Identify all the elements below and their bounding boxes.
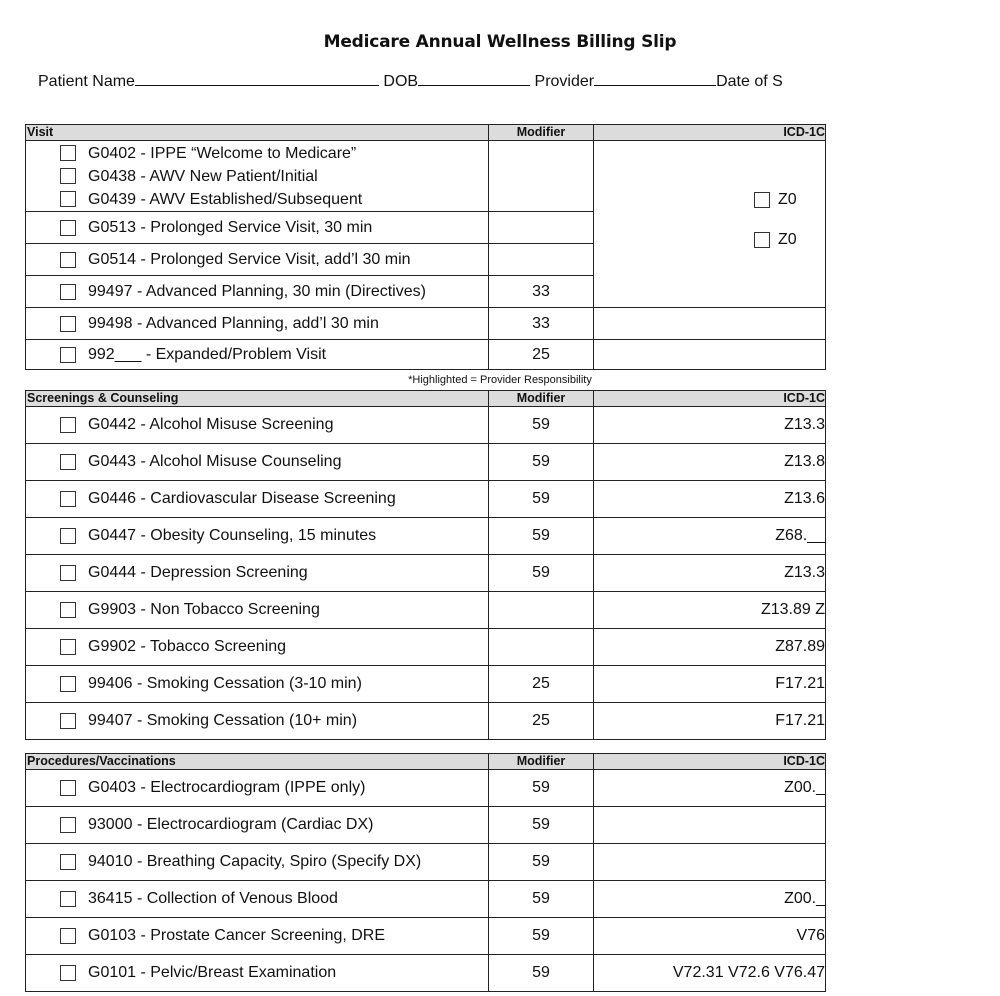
modifier-cell: 59: [489, 807, 594, 844]
checkbox[interactable]: [60, 565, 76, 581]
icd-header: ICD-1C: [594, 754, 826, 770]
item-cell: [26, 444, 489, 481]
icd-option: Z0: [754, 191, 825, 209]
checkbox[interactable]: [60, 191, 76, 207]
provider-label: Provider: [534, 73, 595, 90]
screening-row: [26, 592, 826, 629]
item-cell: [26, 881, 489, 918]
icd-cell: Z00._: [594, 770, 826, 807]
patient-name-field[interactable]: [135, 70, 379, 86]
checkbox[interactable]: [60, 602, 76, 618]
icd-cell: [594, 308, 826, 340]
dob-field[interactable]: [418, 70, 530, 86]
icd-option: Z0: [754, 231, 825, 249]
checkbox[interactable]: [60, 417, 76, 433]
checkbox[interactable]: [60, 639, 76, 655]
modifier-cell: 33: [489, 308, 594, 340]
modifier-cell: 59: [489, 881, 594, 918]
icd-cell: Z87.89: [594, 629, 826, 666]
checkbox[interactable]: [60, 252, 76, 268]
visit-row: 992___ - Expanded/Problem Visit: [26, 340, 489, 370]
item-cell: [26, 770, 489, 807]
visit-item-g0439: G0439 - AWV Established/Subsequent: [26, 188, 488, 211]
icd-cell: V72.31 V72.6 V76.47: [594, 955, 826, 992]
icd-cell: F17.21: [594, 666, 826, 703]
screening-row: [26, 555, 826, 592]
patient-name-label: Patient Name: [38, 73, 135, 90]
modifier-cell: 25: [489, 340, 594, 370]
modifier-cell: 59: [489, 770, 594, 807]
modifier-cell: 25: [489, 703, 594, 740]
checkbox[interactable]: [60, 676, 76, 692]
item-cell: [26, 918, 489, 955]
screening-row: [26, 444, 826, 481]
checkbox[interactable]: [60, 145, 76, 161]
visit-group-cell: [26, 141, 489, 212]
modifier-cell: 59: [489, 407, 594, 444]
modifier-header: Modifier: [489, 125, 594, 141]
checkbox[interactable]: [60, 347, 76, 363]
item-label: 99407 - Smoking Cessation (10+ min): [88, 712, 358, 729]
item-label: G0444 - Depression Screening: [88, 564, 308, 581]
screening-row: [26, 703, 826, 740]
item-cell: [26, 844, 489, 881]
modifier-header: Modifier: [489, 754, 594, 770]
item-label: G0101 - Pelvic/Breast Examination: [88, 964, 337, 981]
item-label: 99406 - Smoking Cessation (3-10 min): [88, 675, 362, 692]
checkbox[interactable]: [60, 891, 76, 907]
modifier-cell: 59: [489, 955, 594, 992]
procedure-row: [26, 881, 826, 918]
checkbox[interactable]: [60, 817, 76, 833]
item-label: G0446 - Cardiovascular Disease Screening: [88, 490, 396, 507]
icd-header: ICD-1C: [594, 125, 826, 141]
provider-field[interactable]: [594, 70, 716, 86]
item-label: G0443 - Alcohol Misuse Counseling: [88, 453, 342, 470]
visit-row: 99498 - Advanced Planning, add’l 30 min: [26, 308, 489, 340]
visit-row: 99497 - Advanced Planning, 30 min (Directives): [26, 276, 489, 308]
modifier-cell: 59: [489, 518, 594, 555]
visit-table: [25, 124, 826, 370]
checkbox[interactable]: [60, 780, 76, 796]
icd-cell: Z13.6: [594, 481, 826, 518]
modifier-cell: [489, 244, 594, 276]
item-cell: [26, 481, 489, 518]
icd-cell: Z00._: [594, 881, 826, 918]
procedures-heading: Procedures/Vaccinations: [26, 754, 489, 770]
checkbox[interactable]: [60, 316, 76, 332]
procedures-table: [25, 753, 826, 992]
screenings-heading: Screenings & Counseling: [26, 391, 489, 407]
screening-row: [26, 666, 826, 703]
item-cell: [26, 629, 489, 666]
item-label: 36415 - Collection of Venous Blood: [88, 890, 338, 907]
icd-cell: Z13.89 Z: [594, 592, 826, 629]
header-fields: [38, 70, 783, 91]
icd-cell: F17.21: [594, 703, 826, 740]
item-cell: [26, 807, 489, 844]
procedure-row: [26, 770, 826, 807]
modifier-cell: 59: [489, 481, 594, 518]
icd-cell: [594, 844, 826, 881]
item-cell: [26, 407, 489, 444]
checkbox[interactable]: [60, 284, 76, 300]
checkbox[interactable]: [60, 528, 76, 544]
screenings-table: [25, 390, 826, 740]
checkbox[interactable]: [60, 854, 76, 870]
item-cell: [26, 703, 489, 740]
checkbox[interactable]: [754, 232, 770, 248]
checkbox[interactable]: [60, 454, 76, 470]
icd-cell: Z13.3: [594, 407, 826, 444]
procedure-row: [26, 918, 826, 955]
visit-icd-cell: [594, 141, 826, 308]
icd-cell: [594, 807, 826, 844]
item-cell: [26, 955, 489, 992]
item-cell: [26, 518, 489, 555]
checkbox[interactable]: [60, 965, 76, 981]
icd-cell: Z68.__: [594, 518, 826, 555]
item-label: G0447 - Obesity Counseling, 15 minutes: [88, 527, 377, 544]
visit-heading: Visit: [26, 125, 489, 141]
modifier-cell: 25: [489, 666, 594, 703]
screening-row: [26, 629, 826, 666]
provider-responsibility-note: *Highlighted = Provider Responsibility: [408, 374, 592, 386]
modifier-cell: [489, 629, 594, 666]
modifier-cell: [489, 212, 594, 244]
visit-row: G0513 - Prolonged Service Visit, 30 min: [26, 212, 489, 244]
procedure-row: [26, 807, 826, 844]
checkbox[interactable]: [60, 491, 76, 507]
checkbox[interactable]: [60, 713, 76, 729]
modifier-cell: 33: [489, 276, 594, 308]
item-label: G9903 - Non Tobacco Screening: [88, 601, 320, 618]
modifier-cell: 59: [489, 918, 594, 955]
item-label: G0103 - Prostate Cancer Screening, DRE: [88, 927, 386, 944]
date-of-service-label: Date of S: [716, 73, 783, 90]
modifier-header: Modifier: [489, 391, 594, 407]
page-title: Medicare Annual Wellness Billing Slip: [323, 32, 677, 52]
checkbox[interactable]: [60, 928, 76, 944]
item-label: 93000 - Electrocardiogram (Cardiac DX): [88, 816, 374, 833]
visit-row: G0514 - Prolonged Service Visit, add’l 30 min: [26, 244, 489, 276]
icd-cell: V76: [594, 918, 826, 955]
item-cell: [26, 555, 489, 592]
icd-cell: Z13.3: [594, 555, 826, 592]
item-cell: [26, 592, 489, 629]
checkbox[interactable]: [60, 168, 76, 184]
procedure-row: [26, 844, 826, 881]
modifier-cell: 59: [489, 844, 594, 881]
icd-header: ICD-1C: [594, 391, 826, 407]
screening-row: [26, 407, 826, 444]
icd-cell: [594, 340, 826, 370]
dob-label: DOB: [383, 73, 419, 90]
item-label: 94010 - Breathing Capacity, Spiro (Specify DX): [88, 853, 422, 870]
screening-row: [26, 518, 826, 555]
item-cell: [26, 666, 489, 703]
item-label: G0442 - Alcohol Misuse Screening: [88, 416, 334, 433]
checkbox[interactable]: [754, 192, 770, 208]
screening-row: [26, 481, 826, 518]
icd-cell: Z13.8: [594, 444, 826, 481]
modifier-cell: [489, 141, 594, 212]
modifier-cell: 59: [489, 555, 594, 592]
visit-item-g0402: G0402 - IPPE “Welcome to Medicare”: [26, 142, 488, 165]
procedure-row: [26, 955, 826, 992]
modifier-cell: [489, 592, 594, 629]
modifier-cell: 59: [489, 444, 594, 481]
item-label: G9902 - Tobacco Screening: [88, 638, 287, 655]
item-label: G0403 - Electrocardiogram (IPPE only): [88, 779, 366, 796]
visit-item-g0438: G0438 - AWV New Patient/Initial: [26, 165, 488, 188]
checkbox[interactable]: [60, 220, 76, 236]
